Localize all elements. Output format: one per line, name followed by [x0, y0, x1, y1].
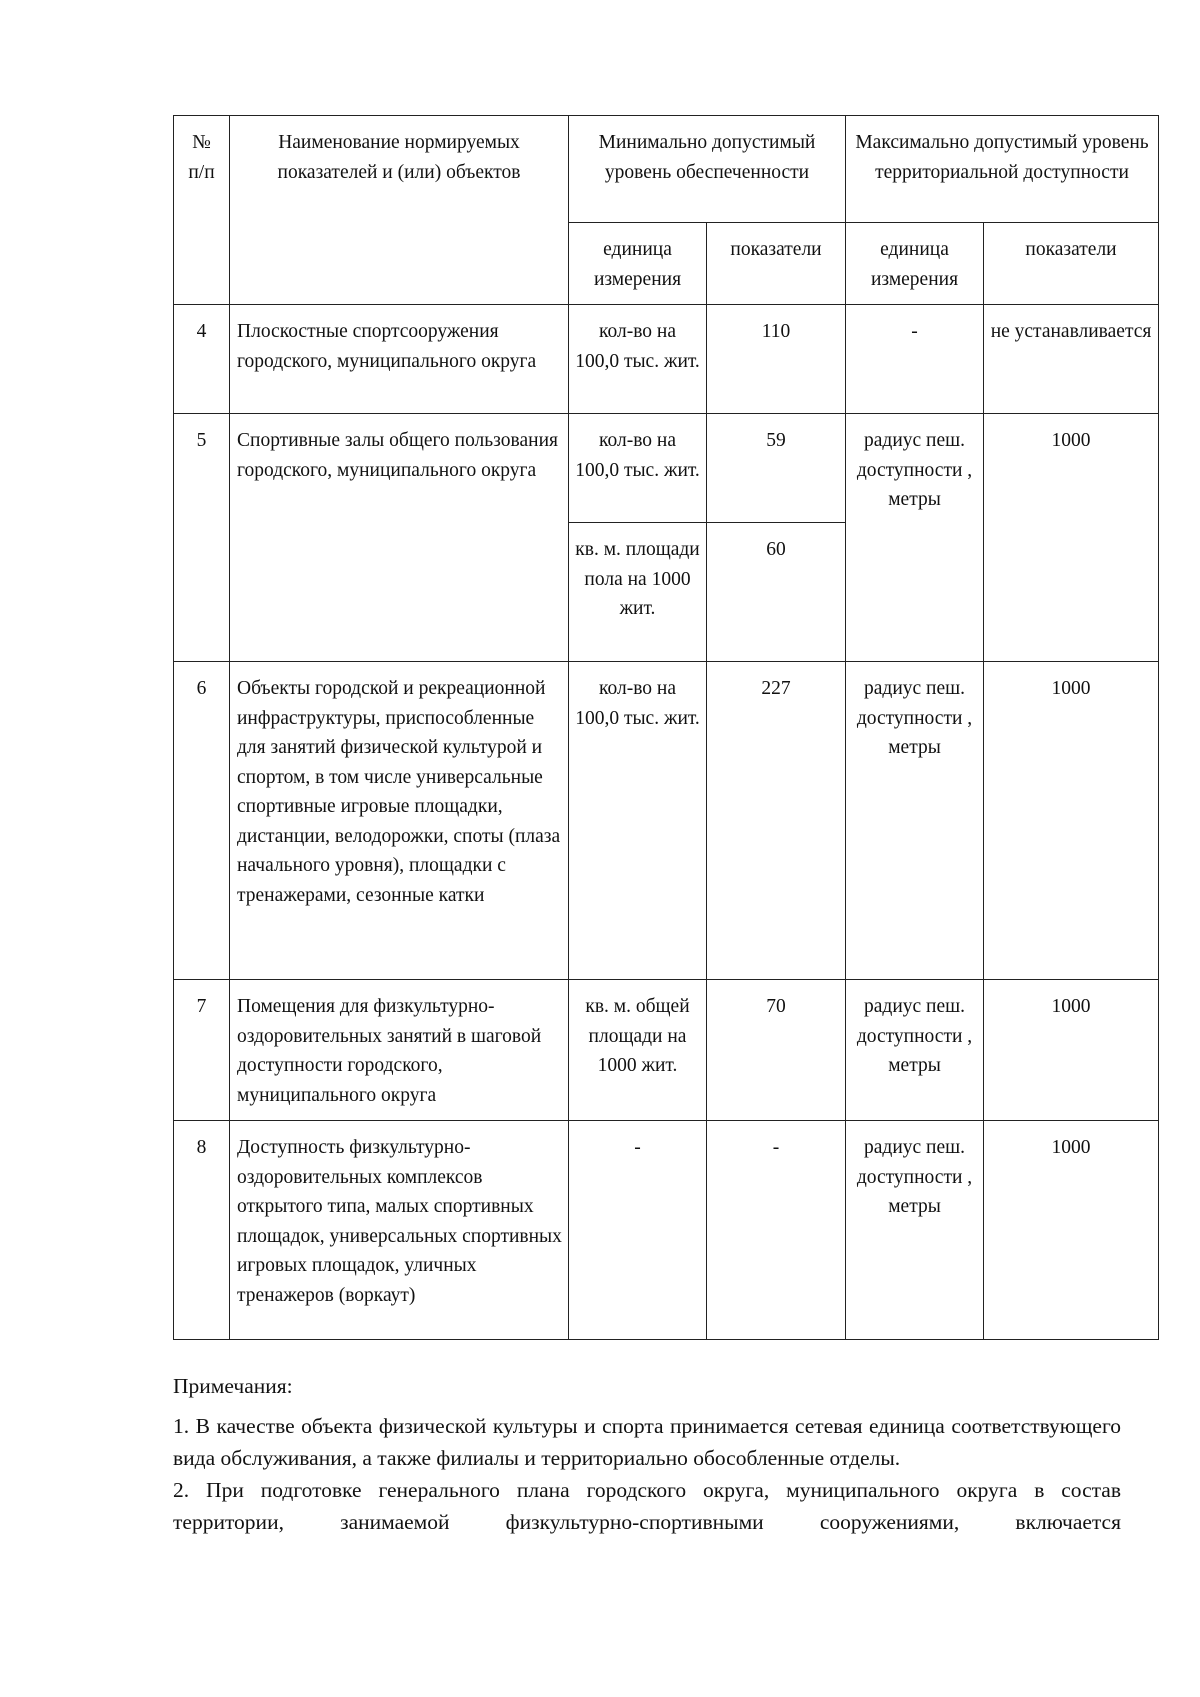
table-row: [174, 414, 1159, 523]
row-min-value: 70: [707, 980, 846, 1121]
row-max-unit: радиус пеш. доступности , метры: [846, 414, 984, 662]
row-max-value: 1000: [984, 1121, 1159, 1340]
header-max-accessibility: Максимально допустимый уровень территориальной доступности: [846, 116, 1159, 223]
table-row: [174, 305, 1159, 414]
row-max-value: не устанавливается: [984, 305, 1159, 414]
subheader-min-values: показатели: [707, 223, 846, 305]
row-num: 7: [174, 980, 230, 1121]
row-min-unit: кол-во на 100,0 тыс. жит.: [569, 662, 707, 980]
row-num: 5: [174, 414, 230, 662]
notes-section: [173, 1370, 1121, 1538]
row-min-unit: кол-во на 100,0 тыс. жит.: [569, 414, 707, 523]
note-item: 2. При подготовке генерального плана городского округа, муниципального округа в состав территории, занимаемой физкультурно-спортивными сооружениями, включается: [173, 1478, 1121, 1534]
row-max-value: 1000: [984, 414, 1159, 662]
row-max-unit: радиус пеш. доступности , метры: [846, 980, 984, 1121]
row-min-value: 110: [707, 305, 846, 414]
row-max-unit: радиус пеш. доступности , метры: [846, 1121, 984, 1340]
header-num: № п/п: [174, 116, 230, 305]
row-min-unit: кол-во на 100,0 тыс. жит.: [569, 305, 707, 414]
table-row: [174, 980, 1159, 1121]
row-num: 6: [174, 662, 230, 980]
row-num: 8: [174, 1121, 230, 1340]
row-min-unit-2: кв. м. площади пола на 1000 жит.: [569, 523, 707, 662]
row-name: Плоскостные спортсооружения городского, муниципального округа: [230, 305, 569, 414]
row-name: Спортивные залы общего пользования городского, муниципального округа: [230, 414, 569, 662]
row-max-value: 1000: [984, 980, 1159, 1121]
header-min-level: Минимально допустимый уровень обеспеченности: [569, 116, 846, 223]
header-row: [174, 116, 1159, 223]
row-min-unit: кв. м. общей площади на 1000 жит.: [569, 980, 707, 1121]
table-row: [174, 1121, 1159, 1340]
notes-heading: Примечания:: [173, 1374, 293, 1398]
row-min-value-2: 60: [707, 523, 846, 662]
row-max-value: 1000: [984, 662, 1159, 980]
row-name: Доступность физкультурно-оздоровительных комплексов открытого типа, малых спортивных площадок, универсальных спортивных игровых площадок, уличных тренажеров (воркаут): [230, 1121, 569, 1340]
subheader-max-values: показатели: [984, 223, 1159, 305]
norms-table: [173, 115, 1159, 1340]
row-max-unit: -: [846, 305, 984, 414]
row-name: Объекты городской и рекреационной инфраструктуры, приспособленные для занятий физической культурой и спортом, в том числе универсальные спортивные игровые площадки, дистанции, велодорожки, споты (плаза начального уровня), площадки с тренажерами, сезонные катки: [230, 662, 569, 980]
row-max-unit: радиус пеш. доступности , метры: [846, 662, 984, 980]
row-min-value: -: [707, 1121, 846, 1340]
row-num: 4: [174, 305, 230, 414]
subheader-min-unit: единица измерения: [569, 223, 707, 305]
header-name: Наименование нормируемых показателей и (или) объектов: [230, 116, 569, 305]
subheader-max-unit: единица измерения: [846, 223, 984, 305]
note-item: 1. В качестве объекта физической культуры и спорта принимается сетевая единица соответствующего вида обслуживания, а также филиалы и территориально обособленные отделы.: [173, 1414, 1121, 1470]
row-min-value: 227: [707, 662, 846, 980]
table-row: [174, 662, 1159, 980]
row-name: Помещения для физкультурно-оздоровительных занятий в шаговой доступности городского, муниципального округа: [230, 980, 569, 1121]
row-min-value: 59: [707, 414, 846, 523]
row-min-unit: -: [569, 1121, 707, 1340]
